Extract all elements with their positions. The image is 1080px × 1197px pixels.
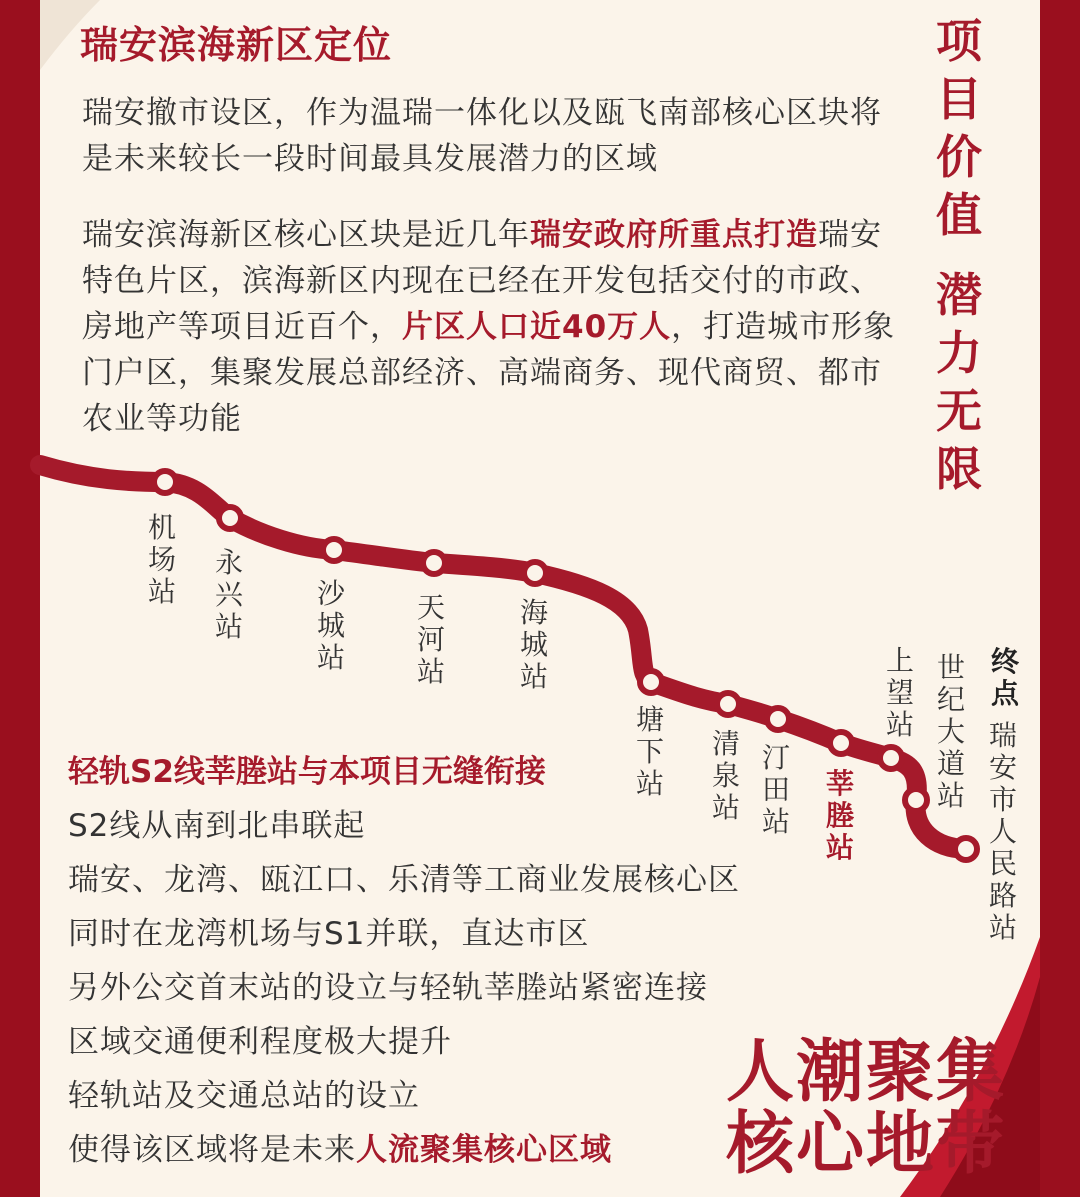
intro-text: 瑞安特色片区，滨海新区内现在已经在开发包括交付的市政、房地产等项目近百个， — [82, 217, 882, 345]
station-label: 海城站 — [519, 596, 548, 693]
s2-line: 另外公交首末站的设立与轻轨莘塍站紧密连接 — [68, 970, 708, 1006]
station-dot — [640, 671, 662, 693]
station-dot — [717, 693, 739, 715]
s2-line: 轻轨站及交通总站的设立 — [68, 1078, 420, 1114]
s2-title: 轻轨S2线莘塍站与本项目无缝衔接 — [68, 754, 546, 790]
highlight-core-area: 人流聚集核心区域 — [356, 1132, 612, 1168]
station-label: 沙城站 — [316, 577, 345, 674]
intro-paragraph-1: 瑞安撤市设区，作为温瑞一体化以及瓯飞南部核心区块将是未来较长一段时间最具发展潜力的区域 — [82, 95, 882, 177]
station-label: 莘塍站 — [825, 767, 854, 864]
s2-line: S2线从南到北串联起 — [68, 808, 366, 844]
station-dot — [955, 838, 977, 860]
station-dot — [524, 562, 546, 584]
station-label: 塘下站 — [635, 703, 664, 800]
intro-text: 瑞安滨海新区核心区块是近几年 — [82, 217, 530, 253]
station-dot — [880, 747, 902, 769]
station-dot — [423, 552, 445, 574]
slogan-line-1: 人潮聚集 — [726, 1032, 1007, 1112]
station-label: 世纪大道站 — [936, 651, 965, 812]
station-label: 上望站 — [885, 644, 914, 741]
s2-line: 瑞安、龙湾、瓯江口、乐清等工商业发展核心区 — [68, 862, 740, 898]
station-dot — [830, 732, 852, 754]
station-dot — [905, 789, 927, 811]
station-label: 清泉站 — [711, 727, 740, 824]
terminal-tag: 终点 — [990, 645, 1019, 710]
station-label: 瑞安市人民路站 — [988, 719, 1017, 944]
intro-text: ，打造城市形象门户区，集聚发展总部经济、高端商务、现代商贸、都市农业等功能 — [82, 309, 896, 437]
vertical-title-potential: 潜力无限 — [936, 268, 982, 496]
station-label: 天河站 — [416, 591, 445, 688]
s2-text: 使得该区域将是未来 — [68, 1132, 356, 1168]
s2-line: 同时在龙湾机场与S1并联，直达市区 — [68, 916, 590, 952]
s2-line-last — [68, 1124, 612, 1169]
station-dot — [323, 539, 345, 561]
highlight-government: 瑞安政府所重点打造 — [530, 217, 818, 253]
highlight-population: 片区人口近40万人 — [402, 309, 672, 345]
station-dot — [767, 708, 789, 730]
s2-line: 区域交通便利程度极大提升 — [68, 1024, 452, 1060]
slogan-line-2: 核心地带 — [726, 1104, 1007, 1184]
vertical-title-value: 项目价值 — [936, 14, 982, 242]
station-label: 汀田站 — [761, 741, 790, 838]
station-dot — [154, 471, 176, 493]
station-label: 永兴站 — [214, 546, 243, 643]
section-title: 瑞安滨海新区定位 — [80, 22, 393, 67]
station-dot — [219, 507, 241, 529]
station-label: 机场站 — [147, 511, 176, 608]
